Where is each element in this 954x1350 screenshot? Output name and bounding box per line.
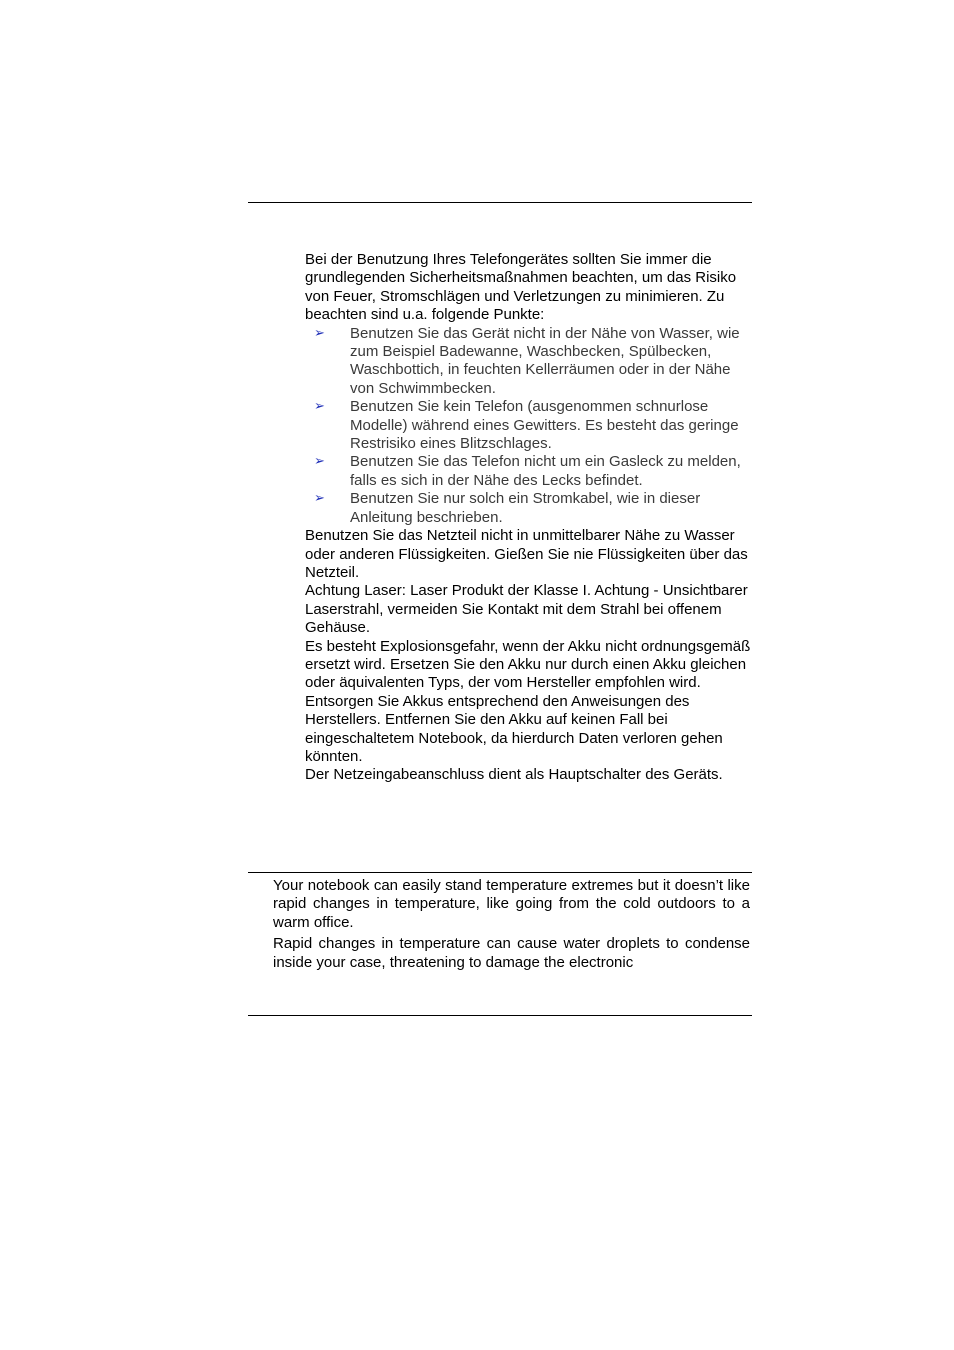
arrowhead-right-icon: ➢ (314, 399, 325, 415)
arrowhead-right-icon: ➢ (314, 325, 325, 341)
arrowhead-right-icon: ➢ (314, 454, 325, 470)
middle-divider (248, 872, 752, 873)
laser-warning-paragraph: Achtung Laser: Laser Produkt der Klasse I. Achtung - Unsichtbarer Laserstrahl, vermeiden Sie Kontakt mit dem Strahl bei offenem Gehäuse. (305, 582, 748, 637)
condensation-paragraph: Rapid changes in temperature can cause water droplets to condense inside your case, threatening to damage the electronic (273, 935, 750, 971)
list-item-text: Benutzen Sie kein Telefon (ausgenommen schnurlose Modelle) während eines Gewitters. Es besteht das geringe Restrisiko eines Blitzschlages. (350, 398, 739, 453)
german-intro-paragraph: Bei der Benutzung Ihres Telefongerätes sollten Sie immer die grundlegenden Sicherheitsmaßnahmen beachten, um das Risiko von Feuer, Stromschlägen und Verletzungen zu minimieren. Zu beachten sind u.a. folgende Punkte: (305, 251, 737, 324)
german-safety-section (305, 251, 757, 785)
list-item (305, 490, 757, 527)
battery-warning-paragraph: Es besteht Explosionsgefahr, wenn der Akku nicht ordnungsgemäß ersetzt wird. Ersetzen Sie den Akku nur durch einen Akku gleichen oder äquivalenten Typs, der vom Hersteller empfohlen wird. Entsorgen Sie Akkus entsprechend den Anweisungen des Herstellers. Entfernen Sie den Akku auf keinen Fall bei eingeschaltetem Notebook, da hierdurch Daten verloren gehen könnten. (305, 637, 751, 765)
list-item-text: Benutzen Sie nur solch ein Stromkabel, wie in dieser Anleitung beschrieben. (350, 490, 701, 526)
power-adapter-paragraph: Benutzen Sie das Netzteil nicht in unmittelbarer Nähe zu Wasser oder anderen Flüssigkeiten. Gießen Sie nie Flüssigkeiten über das Netzteil. (305, 527, 748, 581)
list-item (305, 453, 757, 490)
top-divider (248, 202, 752, 203)
list-item-text: Benutzen Sie das Gerät nicht in der Nähe von Wasser, wie zum Beispiel Badewanne, Waschbecken, Spülbecken, Waschbottich, in feuchten Kellerräumen oder in der Nähe von Schwimmbecken. (350, 324, 740, 397)
arrowhead-right-icon: ➢ (314, 491, 325, 507)
list-item-text: Benutzen Sie das Telefon nicht um ein Gasleck zu melden, falls es sich in der Nähe des Lecks befindet. (350, 453, 741, 489)
temperature-paragraph: Your notebook can easily stand temperature extremes but it doesn’t like rapid changes in temperature, like going from the cold outdoors to a warm office. (273, 877, 750, 931)
list-item (305, 325, 757, 399)
list-item (305, 398, 757, 453)
bottom-divider (248, 1015, 752, 1016)
english-temperature-section (273, 877, 750, 975)
main-switch-paragraph: Der Netzeingabeanschluss dient als Hauptschalter des Geräts. (305, 766, 723, 784)
german-bullet-list (305, 325, 757, 527)
